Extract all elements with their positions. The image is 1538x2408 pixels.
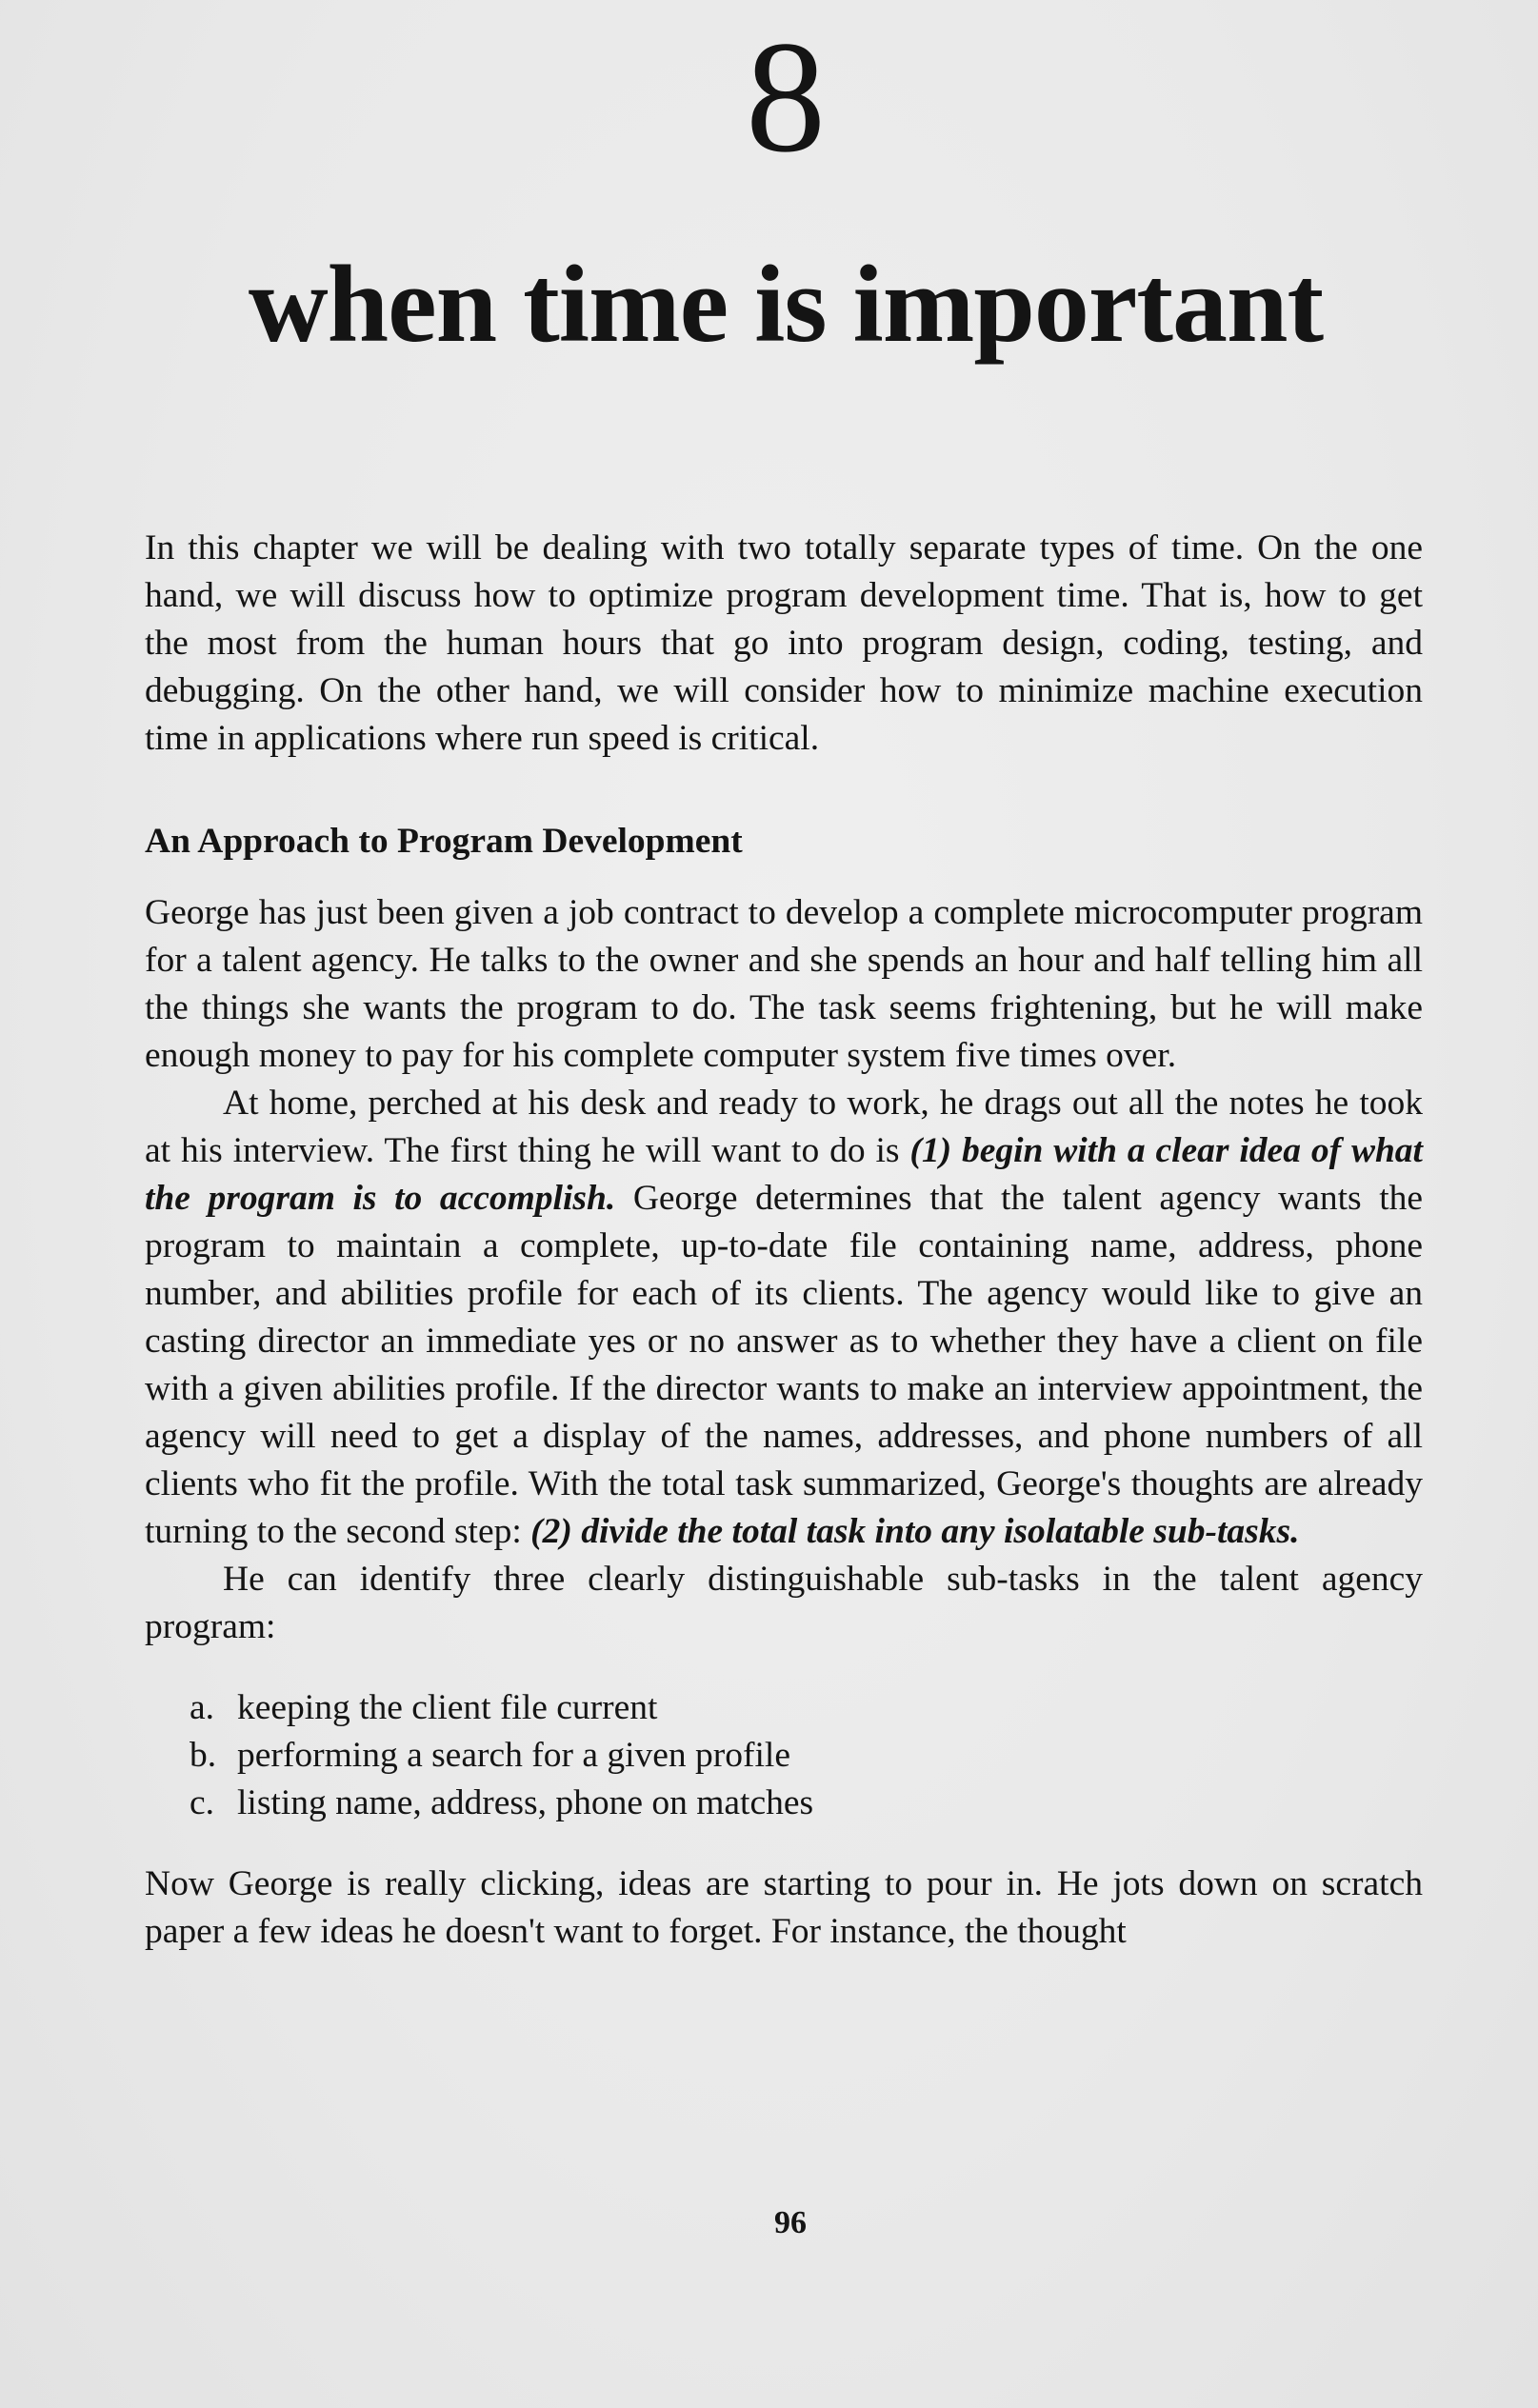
list-item bbox=[190, 1684, 1423, 1732]
page-number: 96 bbox=[774, 2205, 807, 2240]
list-item-text: performing a search for a given profile bbox=[237, 1736, 790, 1775]
paragraph-2-emphasis-1: (1) begin with a clear idea of what the program is to accomplish. bbox=[145, 1131, 1423, 1218]
sub-task-list bbox=[145, 1684, 1423, 1827]
list-item bbox=[190, 1780, 1423, 1827]
chapter-number: 8 bbox=[746, 9, 826, 186]
page-body bbox=[145, 525, 1423, 1956]
intro-paragraph: In this chapter we will be dealing with two totally separate types of time. On the one hand, we will discuss how to optimize program development time. That is, how to get the most from the human hours that go into program design, coding, testing, and debugging. On the other hand, we will consider how to minimize machine execution time in applications where run speed is critical. bbox=[145, 528, 1423, 758]
section-paragraph-3: He can identify three clearly distinguishable sub-tasks in the talent agency program: bbox=[145, 1560, 1423, 1646]
section-paragraph-1: George has just been given a job contract to develop a complete microcomputer program for a talent agency. He talks to the owner and she spends an hour and half telling him all the things she wants the program to do. The task seems frightening, but he will make enough money to pay for his complete computer system five times over. bbox=[145, 893, 1423, 1075]
paragraph-2-emphasis-2: (2) divide the total task into any isolatable sub-tasks. bbox=[530, 1512, 1300, 1551]
list-item bbox=[190, 1732, 1423, 1780]
list-marker: c. bbox=[190, 1783, 215, 1822]
paragraph-2-text-1: At home, perched at his desk and ready to work, he drags out all the notes he took at his interview. The first thing he will want to do is bbox=[145, 1084, 1423, 1170]
chapter-title: when time is important bbox=[248, 244, 1324, 366]
section-heading: An Approach to Program Development bbox=[145, 822, 743, 861]
section-paragraph-4: Now George is really clicking, ideas are starting to pour in. He jots down on scratch paper a few ideas he doesn't want to forget. For instance, the thought bbox=[145, 1864, 1423, 1951]
list-marker: b. bbox=[190, 1736, 217, 1775]
section-paragraph-2 bbox=[145, 1080, 1423, 1556]
list-item-text: listing name, address, phone on matches bbox=[237, 1783, 814, 1822]
list-marker: a. bbox=[190, 1688, 215, 1727]
paragraph-2-text-2: George determines that the talent agency wants the program to maintain a complete, up-to-date file containing name, address, phone number, and abilities profile for each of its clients. The agency would like to give an casting director an immediate yes or no answer as to whether they have a client on file with a given abilities profile. If the director wants to make an interview appointment, the agency will need to get a display of the names, addresses, and phone numbers of all clients who fit the profile. With the total task summarized, George's thoughts are already turning to the second step: bbox=[145, 1179, 1424, 1551]
list-item-text: keeping the client file current bbox=[237, 1688, 658, 1727]
